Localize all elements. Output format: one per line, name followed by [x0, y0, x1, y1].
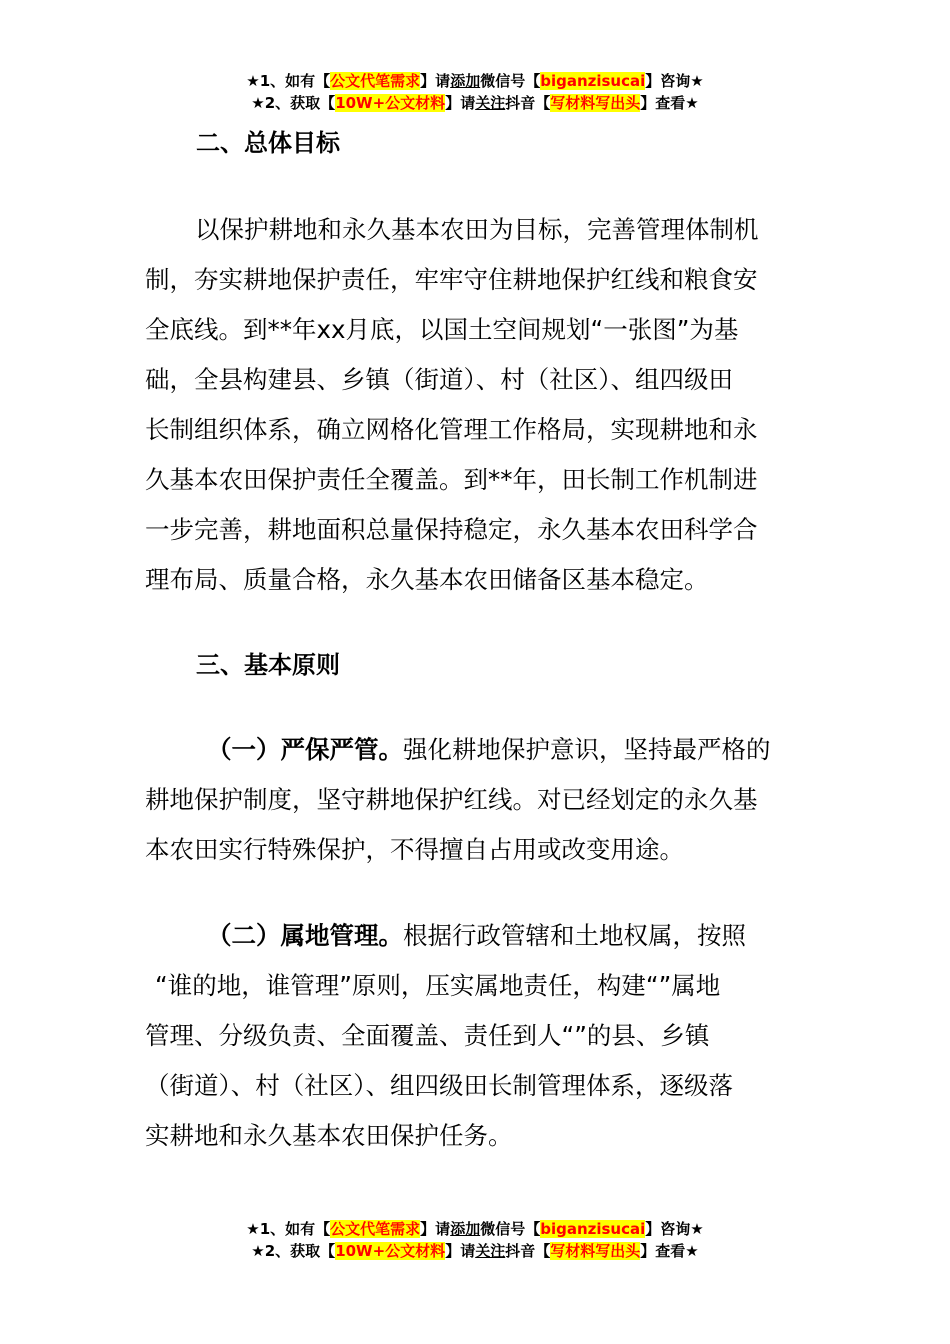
section-heading-overall-goal: 二、总体目标 — [196, 129, 340, 157]
underlined-text: 关注 — [475, 94, 506, 112]
overall-goal-paragraph — [145, 205, 805, 605]
highlight-text: 公文代笔需求 — [330, 1220, 421, 1238]
paragraph-line: 长制组织体系，确立网格化管理工作格局，实现耕地和永 — [145, 415, 758, 444]
wechat-id: biganzisucai — [540, 72, 646, 90]
douyin-account: 写材料写出头 — [550, 94, 641, 112]
header-banner — [0, 70, 950, 114]
paragraph-line: 制，夯实耕地保护责任，牢牢守住耕地保护红线和粮食安 — [145, 265, 758, 294]
footer-banner-line-2: ★2、获取【10W+公文材料】请关注抖音【写材料写出头】查看★ — [251, 1242, 699, 1260]
paragraph-line: 础，全县构建县、乡镇（街道）、村（社区）、组四级田 — [145, 365, 733, 394]
paragraph-line: 耕地保护制度，坚守耕地保护红线。对已经划定的永久基 — [145, 785, 758, 814]
paragraph-line: （街道）、村（社区）、组四级田长制管理体系，逐级落 — [145, 1071, 733, 1100]
douyin-account: 写材料写出头 — [550, 1242, 641, 1260]
paragraph-line: 实耕地和永久基本农田保护任务。 — [145, 1121, 513, 1150]
underlined-text: 添加 — [450, 1220, 481, 1238]
header-banner-line-1: ★1、如有【公文代笔需求】请添加微信号【biganzisucai】咨询★ — [246, 72, 704, 90]
paragraph-line: 全底线。到**年xx月底，以国土空间规划“一张图”为基 — [145, 315, 739, 344]
paragraph-line: 管理、分级负责、全面覆盖、责任到人“”的县、乡镇 — [145, 1021, 710, 1050]
wechat-id: biganzisucai — [540, 1220, 646, 1238]
highlight-text: 10W+公文材料 — [335, 94, 446, 112]
footer-banner — [0, 1218, 950, 1262]
section-heading-basic-principles: 三、基本原则 — [196, 651, 340, 679]
paragraph-line: “谁的地，谁管理”原则，压实属地责任，构建“”属地 — [155, 971, 721, 1000]
paragraph-line: （一）严保严管。强化耕地保护意识，坚持最严格的 — [207, 735, 771, 764]
paragraph-line: 久基本农田保护责任全覆盖。到**年，田长制工作机制进 — [145, 465, 758, 494]
highlight-text: 公文代笔需求 — [330, 72, 421, 90]
paragraph-line: （二）属地管理。根据行政管辖和土地权属，按照 — [207, 921, 746, 950]
footer-banner-line-1: ★1、如有【公文代笔需求】请添加微信号【biganzisucai】咨询★ — [246, 1220, 704, 1238]
highlight-text: 10W+公文材料 — [335, 1242, 446, 1260]
underlined-text: 添加 — [450, 72, 481, 90]
paragraph-line: 一步完善，耕地面积总量保持稳定，永久基本农田科学合 — [145, 515, 758, 544]
principle-strict-protection — [145, 725, 805, 875]
principle-title: （一）严保严管。 — [207, 735, 403, 764]
paragraph-line: 理布局、质量合格，永久基本农田储备区基本稳定。 — [145, 565, 709, 594]
header-banner-line-2: ★2、获取【10W+公文材料】请关注抖音【写材料写出头】查看★ — [251, 94, 699, 112]
paragraph-line: 本农田实行特殊保护，不得擅自占用或改变用途。 — [145, 835, 684, 864]
paragraph-line: 以保护耕地和永久基本农田为目标，完善管理体制机 — [195, 215, 759, 244]
principle-title: （二）属地管理。 — [207, 921, 403, 950]
principle-territorial-management — [145, 911, 805, 1161]
underlined-text: 关注 — [475, 1242, 506, 1260]
